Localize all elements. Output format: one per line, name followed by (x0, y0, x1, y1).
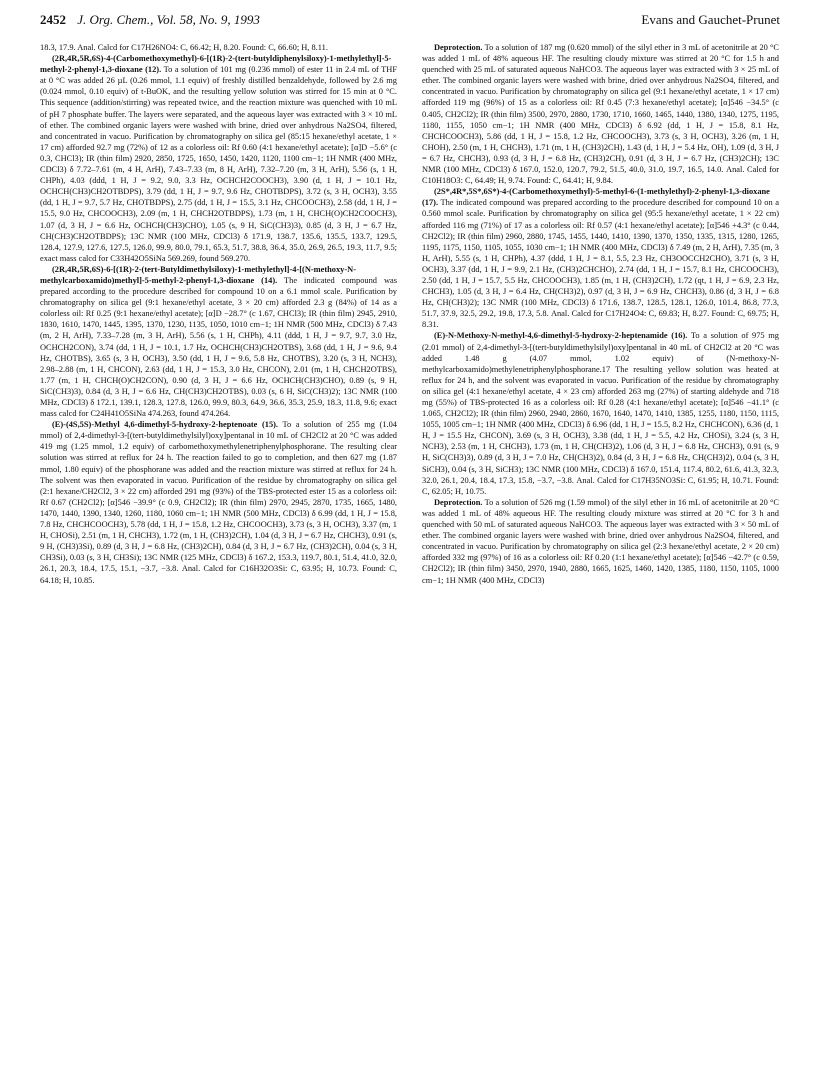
paragraph-text: The indicated compound was prepared according to the procedure described for compound 10 on a 0.560 mmol scale. Purification by chromatography on silica gel (95:5 hexane/ethyl acetate, 1 × 22 cm) afforded 116 mg (71%) of 17 as a colorless oil: Rf 0.57 (4:1 hexane/ethyl acetate); [α]546 +4.3° (c 0.44, CH2Cl2); IR (thin film) 2960, 2880, 1745, 1455, 1440, 1410, 1390, 1370, 1350, 1335, 1315, 1280, 1265, 1195, 1175, 1150, 1105, 1055, 1030 cm−1; 1H NMR (400 MHz, CDCl3) δ 7.49 (m, 2 H, ArH), 7.35 (m, 3 H, ArH), 5.55 (s, 1 H, CHPh), 4.37 (ddd, 1 H, J = 8.1, 5.5, 2.3 Hz, CH3OOCCH2CHO), 3.71 (s, 3 H, OCH3), 3.37 (dd, 1 H, J = 9.9, 2.1 Hz, (CH3)2CHCHO), 2.74 (dd, 1 H, J = 15.7, 8.1 Hz, CHCOOCH3), 2.50 (dd, 1 H, J = 15.7, 5.5 Hz, CHCOOCH3), 1.85 (m, 1 H, (CH3)2CH), 1.72 (qt, 1 H, J = 6.9, 2.3 Hz, CHCH3), 1.05 (d, 3 H, J = 6.4 Hz, CH(CH3)2), 0.97 (d, 3 H, J = 6.9 Hz, CHCH3), 0.86 (d, 3 H, J = 6.8 Hz, CH(CH3)2); 13C NMR (100 MHz, CDCl3) δ 171.6, 138.7, 128.5, 128.1, 126.0, 101.4, 86.8, 77.3, 51.7, 37.9, 32.5, 29.2, 19.8, 17.3, 5.8. Anal. Calcd for C17H24O4: C, 69.83; H, 8.27. Found: C, 69.75; H, 8.31. (422, 198, 779, 330)
running-header (40, 12, 780, 32)
paragraph-heading: (E)-(4S,5S)-Methyl 4,6-dimethyl-5-hydroxy-2-heptenoate (15). (52, 420, 279, 430)
paragraph-heading: Deprotection. (434, 497, 483, 507)
paragraph (40, 53, 397, 264)
paragraph-text: To a solution of 101 mg (0.236 mmol) of ester 11 in 2.4 mL of THF at 0 °C was added 26 µL (0.26 mmol, 1.1 equiv) of freshly distilled benzaldehyde, followed by 2.6 mg (0.024 mmol, 0.10 equiv) of t-BuOK, and the resulting yellow solution was stirred for 15 min at 0 °C. This sequence (addition/stirring) was repeated twice, and the reaction mixture was quenched with 10 mL of pH 7 phosphate buffer. The layers were separated, and the aqueous layer was extracted with 3 × 10 mL of ether. The combined organic layers were washed with brine, dried over anhydrous Na2SO4, filtered, and concentrated in vacuo. Purification by chromatography on silica gel (85:15 hexane/ethyl acetate, 1 × 17 cm) afforded 92.7 mg (72%) of 12 as a colorless oil: Rf 0.60 (4:1 hexane/ethyl acetate); [α]D −5.6° (c 0.3, CHCl3); IR (thin film) 2920, 2850, 1725, 1650, 1450, 1420, 1120, 1100 cm−1; 1H NMR (400 MHz, CDCl3) δ 7.72–7.61 (m, 4 H, ArH), 7.43–7.33 (m, 8 H, ArH), 7.32–7.20 (m, 3 H, ArH), 5.56 (s, 1 H, CHPh), 4.03 (ddd, 1 H, J = 9.2, 9.0, 3.3 Hz, OCHCH2COOCH3), 3.90 (d, 1 H, J = 10.1 Hz, OCHCH(CH3)CH2OTBDPS), 3.79 (dd, 1 H, J = 9.7, 9.6 Hz, CHOTBDPS), 3.72 (s, 3 H, OCH3), 3.55 (dd, 1 H, J = 9.7, 5.7 Hz, CHOTBDPS), 2.75 (dd, 1 H, J = 15.5, 3.1 Hz, CHCOOCH3), 2.58 (dd, 1 H, J = 15.5, 9.0 Hz, CHCOOCH3), 2.09 (m, 1 H, CHCH2OTBDPS), 1.73 (m, 1 H, CHCH(O)CH2COOCH3), 1.07 (d, 3 H, J = 6.6 Hz, OCHCH(CH3)CHO), 1.05 (s, 9 H, SiC(CH3)3), 0.85 (d, 3 H, J = 6.7 Hz, CH(CH3)CH2OTBDPS); 13C NMR (100 MHz, CDCl3) δ 171.9, 138.7, 135.6, 135.5, 133.7, 129.5, 128.4, 127.9, 127.6, 127.5, 126.0, 99.9, 80.0, 79.1, 65.3, 51.7, 38.8, 36.4, 35.0, 26.9, 26.5, 19.3, 11.7, 9.5; exact mass calcd for C33H42O5SiNa 569.269, found 569.270. (40, 65, 397, 263)
paragraph (40, 264, 397, 419)
paragraph-text: 18.3, 17.9. Anal. Calcd for C17H26NO4: C, 66.42; H, 8.20. Found: C, 66.60; H, 8.11. (40, 43, 328, 52)
paragraph (422, 330, 779, 496)
paragraph (422, 186, 779, 330)
page-number: 2452 (40, 12, 66, 27)
paragraph-heading: (2R,4R,5R,6S)-4-(Carbomethoxymethyl)-6-[(1R)-2-(tert-butyldiphenylsiloxy)-1-methylethyl]-5-methyl-2-phenyl-1,3-dioxane (12). (40, 54, 392, 75)
paragraph (422, 497, 779, 586)
paragraph (40, 42, 397, 53)
paragraph-text: To a solution of 255 mg (1.04 mmol) of 2,4-dimethyl-3-[(tert-butyldimethylsilyl)oxy]pentanal in 10 mL of CH2Cl2 at 20 °C was added 419 mg (1.25 mmol, 1.2 equiv) of carbomethoxymethylenetriphenylphosphorane. The resulting clear solution was stirred at reflux for 24 h. The reaction failed to go to completion, and then 627 mg (1.87 mmol, 1.80 equiv) of the phosphorane was added and the reaction mixture was stirred at reflux for 24 h. The solvent was then evaporated in vacuo. Purification of the residue by chromatography on silica gel (2:1 hexane/CH2Cl2, 3 × 22 cm) afforded 291 mg (93%) of the TBS-protected ester 15 as a colorless oil: Rf 0.67 (CH2Cl2); [α]546 −39.9° (c 0.9, CH2Cl2); IR (thin film) 2970, 2945, 2870, 1735, 1665, 1480, 1470, 1440, 1390, 1340, 1260, 1180, 1060 cm−1; 1H NMR (500 MHz, CDCl3) δ 6.99 (dd, 1 H, J = 15.8, 7.8 Hz, CHCHCOOCH3), 5.78 (dd, 1 H, J = 15.8, 1.2 Hz, CHCOOCH3), 3.73 (s, 3 H, OCH3), 3.37 (m, 1 H, CHOSi), 2.51 (m, 1 H, CHCH3), 1.72 (m, 1 H, (CH3)2CH), 1.04 (d, 3 H, J = 6.7 Hz, CHCH3), 0.91 (s, 9 H, (CH3)3Si), 0.89 (d, 3 H, J = 6.8 Hz, (CH3)2CH), 0.84 (d, 3 H, J = 6.7 Hz, (CH3)2CH), 0.04 (s, 3 H, CH3Si), 0.03 (s, 3 H, CH3Si); 13C NMR (125 MHz, CDCl3) δ 167.2, 153.3, 119.7, 80.1, 51.4, 41.0, 32.0, 26.1, 20.3, 18.4, 17.5, 15.1, −3.7, −3.8. Anal. Calcd for C16H32O3Si: C, 63.95; H, 10.73. Found: C, 64.18; H, 10.85. (40, 420, 397, 585)
left-column (40, 42, 397, 1058)
paragraph-heading: (E)-N-Methoxy-N-methyl-4,6-dimethyl-5-hydroxy-2-heptenamide (16). (434, 331, 688, 341)
right-column (422, 42, 779, 1058)
paragraph-heading: (2R,4R,5R,6S)-6-[(1R)-2-(tert-Butyldimethylsiloxy)-1-methylethyl]-4-[(N-methoxy-N-methylcarboxamido)methyl]-5-methyl-2-phenyl-1,3-dioxane (14). (40, 264, 356, 285)
header-authors: Evans and Gauchet-Prunet (641, 12, 780, 27)
paragraph-heading: Deprotection. (434, 43, 483, 52)
header-left (40, 12, 260, 28)
paragraph-text: The indicated compound was prepared according to the procedure described for compound 10 on a 6.1 mmol scale. Purification by chromatography on silica gel (9:1 hexane/ethyl acetate, 3 × 20 cm) afforded 2.3 g (84%) of 14 as a colorless oil: Rf 0.25 (9:1 hexane/ethyl acetate); [α]D −28.7° (c 1.67, CHCl3); IR (thin film) 2945, 2910, 1830, 1610, 1470, 1445, 1395, 1370, 1230, 1135, 1050, 1010 cm−1; 1H NMR (500 MHz, CDCl3) δ 7.43 (m, 2 H, ArH), 7.33–7.28 (m, 3 H, ArH), 5.56 (s, 1 H, CHPh), 4.11 (ddd, 1 H, J = 9.7, 9.7, 3.0 Hz, OCHCH2CON), 3.74 (dd, 1 H, J = 10.1, 1.7 Hz, OCHCH(CH3)CH2OTBS), 3.68 (dd, 1 H, J = 9.6, 9.4 Hz, CHOTBS), 3.65 (s, 3 H, OCH3), 3.50 (dd, 1 H, J = 9.6, 5.8 Hz, CHOTBS), 3.20 (s, 3 H, NCH3), 2.98–2.88 (m, 1 H, CHCON), 2.63 (dd, 1 H, J = 15.3, 3.0 Hz, CHCON), 2.01 (m, 1 H, CHCH2OTBS), 1.77 (m, 1 H, CHCH(O)CH2CON), 0.90 (d, 3 H, J = 6.6 Hz, OCHCH(CH3)CHO), 0.89 (s, 9 H, SiC(CH3)3), 0.84 (d, 3 H, J = 6.6 Hz, CH(CH3)CH2OTBS), 0.03 (s, 6 H, SiC(CH3)2); 13C NMR (100 MHz, CDCl3) δ 172.1, 139.1, 128.3, 127.8, 126.0, 99.9, 80.3, 64.9, 36.6, 35.3, 25.9, 18.3, 11.8, 9.6; exact mass calcd for C24H41O5SiNa 474.263, found 474.264. (40, 275, 397, 419)
paragraph-heading: (2S*,4R*,5S*,6S*)-4-(Carbomethoxymethyl)-5-methyl-6-(1-methylethyl)-2-phenyl-1,3-dioxane (17). (422, 187, 770, 208)
paragraph (422, 42, 779, 186)
paragraph (40, 419, 397, 585)
paragraph-text: To a solution of 975 mg (2.01 mmol) of 2,4-dimethyl-3-[(tert-butyldimethylsilyl)oxy]pentanal in 40 mL of CH2Cl2 at 20 °C was added 1.48 g (4.07 mmol, 1.02 equiv) of (N-methoxy-N-methylcarboxamido)methylenetriphenylphosphorane.17 The resulting yellow solution was heated at reflux for 24 h, and the solvent was evaporated in vacuo. Purification of the residue by chromatography on silica gel (4:1 hexane/ethyl acetate, 4 × 23 cm) afforded 263 mg (27%) of starting aldehyde and 718 mg (55%) of TBS-protected 16 as a colorless oil: Rf 0.28 (4:1 hexane/ethyl acetate); [α]546 −41.1° (c 1.065, CH2Cl2); IR (thin film) 2960, 2940, 2860, 1670, 1640, 1470, 1410, 1385, 1255, 1180, 1150, 1115, 1055, 1005 cm−1; 1H NMR (400 MHz, CDCl3) δ 6.96 (dd, 1 H, J = 15.5, 8.2 Hz, CHCHCON), 6.36 (d, 1 H, J = 15.5 Hz, CHCON), 3.69 (s, 3 H, OCH3), 3.38 (dd, 1 H, J = 5.5, 4.2 Hz, CHOSi), 3.24 (s, 3 H, NCH3), 2.53 (m, 1 H, CHCH3), 1.73 (m, 1 H, CH(CH3)2), 1.06 (d, 3 H, J = 6.8 Hz, CHCH3), 0.91 (s, 9 H, SiC(CH3)3), 0.89 (d, 3 H, J = 7.0 Hz, CH(CH3)2), 0.84 (d, 3 H, J = 6.8 Hz, CH(CH3)2), 0.04 (s, 3 H, SiCH3), 0.04 (s, 3 H, SiCH3); 13C NMR (100 MHz, CDCl3) δ 167.0, 151.4, 117.4, 80.2, 61.6, 41.3, 32.3, 32.0, 26.1, 20.4, 18.4, 17.3, 15.8, −3.7, −3.8. Anal. Calcd for C17H35NO3Si: C, 61.95; H, 10.71. Found: C, 62.05; H, 10.75. (422, 331, 779, 496)
journal-citation: J. Org. Chem., Vol. 58, No. 9, 1993 (77, 12, 260, 27)
paragraph-text: To a solution of 526 mg (1.59 mmol) of the silyl ether in 16 mL of acetonitrile at 20 °C was added 1 mL of 48% aqueous HF. The resulting cloudy mixture was stirred at 20 °C for 3 h and quenched with 50 mL of saturated aqueous NaHCO3. The aqueous layer was extracted with 3 × 50 mL of ether. The combined organic layers were washed with brine, dried over anhydrous Na2SO4, filtered, and concentrated in vacuo. Purification by chromatography on silica gel (2:3 hexane/ethyl acetate, 2 × 20 cm) afforded 332 mg (97%) of 16 as a colorless oil: Rf 0.20 (1:1 hexane/ethyl acetate); [α]546 −42.7° (c 0.59, CH2Cl2); IR (thin film) 3450, 2970, 1940, 2880, 1665, 1625, 1460, 1420, 1385, 1180, 1150, 1105, 1000 cm−1; 1H NMR (400 MHz, CDCl3) (422, 497, 779, 585)
paragraph-text: To a solution of 187 mg (0.620 mmol) of the silyl ether in 3 mL of acetonitrile at 20 °C was added 1 mL of 48% aqueous HF. The resulting cloudy mixture was stirred at 20 °C for 1.5 h and quenched with 25 mL of saturated aqueous NaHCO3. The aqueous layer was extracted with 3 × 25 mL of ether. The combined organic layers were washed with brine, dried over anhydrous Na2SO4, filtered, and concentrated in vacuo. Purification by chromatography on silica gel (9:1 hexane/ethyl acetate, 1 × 17 cm) afforded 119 mg (96%) of 15 as a colorless oil: Rf 0.45 (7:3 hexane/ethyl acetate); [α]546 −34.5° (c 0.405, CH2Cl2); IR (thin film) 3500, 2970, 2880, 1730, 1710, 1660, 1465, 1440, 1380, 1340, 1275, 1195, 1180, 1155, 1050 cm−1; 1H NMR (400 MHz, CDCl3) δ 6.92 (dd, 1 H, J = 15.8, 8.1 Hz, CHCHCOOCH3), 5.86 (dd, 1 H, J = 15.8, 1.2 Hz, CHCOOCH3), 3.73 (s, 3 H, OCH3), 3.26 (m, 1 H, CHOH), 2.50 (m, 1 H, CHCH3), 1.71 (m, 1 H, (CH3)2CH), 1.43 (d, 1 H, J = 5.4 Hz, OH), 1.09 (d, 3 H, J = 6.7 Hz, CHCH3), 0.93 (d, 3 H, J = 6.8 Hz, (CH3)2CH), 0.91 (d, 3 H, J = 6.7 Hz, (CH3)2CH); 13C NMR (100 MHz, CDCl3) δ 167.0, 152.0, 120.7, 79.2, 51.5, 40.0, 31.0, 19.7, 16.5, 14.0. Anal. Calcd for C10H18O3: C, 64.49; H, 9.74. Found: C, 64.41; H, 9.84. (422, 43, 779, 186)
